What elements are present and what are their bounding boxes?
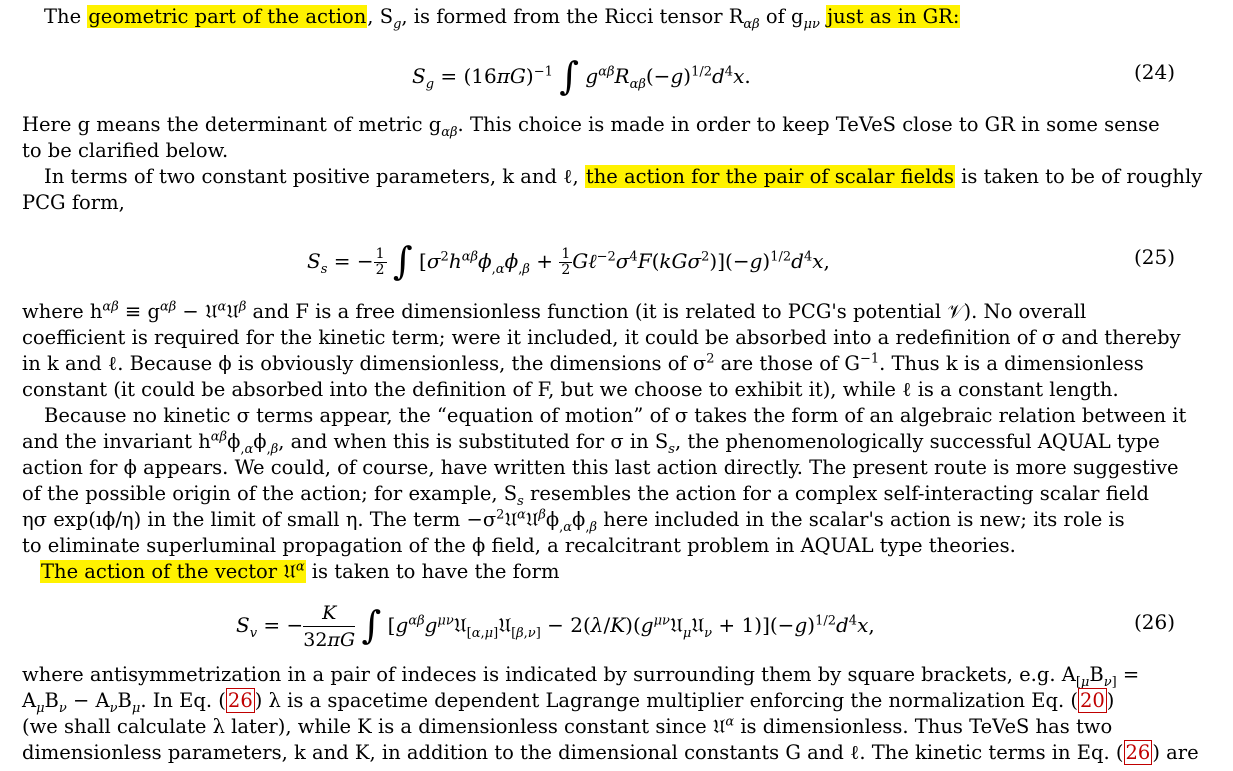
text: . In Eq. ( (140, 689, 226, 712)
text: . This choice is made in order to keep TeVeS close to GR in some sense (457, 113, 1160, 136)
text: of g (759, 5, 804, 28)
text: and F is a free dimensionless function (it is related to PCG's potential 𝒱). No overall (246, 300, 1087, 323)
paragraph-kinetic-sigma: Because no kinetic σ terms appear, the “equation of motion” of σ takes the form of an algebraic relation between it (44, 404, 1187, 427)
text: is dimensionless. Thus TeVeS has two (734, 715, 1113, 738)
text: In terms of two constant positive parameters, k and ℓ, (44, 165, 585, 188)
paragraph-line: action for ϕ appears. We could, of course, have written this last action directly. The present route is more suggestive (22, 456, 1179, 479)
equation-number-26: (26) (1133, 610, 1175, 634)
text: ) λ is a spacetime dependent Lagrange multiplier enforcing the normalization Eq. ( (254, 689, 1078, 712)
text: ϕ (545, 508, 560, 531)
text: 𝔘 (226, 300, 239, 323)
paragraph-line (22, 740, 1199, 766)
text: of the possible origin of the action; for example, S (22, 482, 518, 505)
text: where antisymmetrization in a pair of indeces is indicated by surrounding them by square brackets, e.g. A (22, 663, 1076, 686)
text: where h (22, 300, 103, 323)
text: = (1116, 663, 1140, 686)
text: , is formed from the Ricci tensor R (401, 5, 744, 28)
paragraph-line: constant (it could be absorbed into the definition of F, but we choose to exhibit it), while ℓ is a constant length. (22, 378, 1119, 401)
text: in k and ℓ. Because ϕ is obviously dimensionless, the dimensions of σ (22, 352, 707, 375)
equation-link-26[interactable]: 26 (1125, 741, 1151, 764)
text: is taken to be of roughly (954, 165, 1203, 188)
text: are those of G (714, 352, 860, 375)
highlight-just-as-gr: just as in GR: (827, 5, 960, 28)
text: The (44, 5, 88, 28)
paragraph-line: ησ exp(ıϕ/η) in the limit of small η. The term $-\sigma^2𝔘^\alpha 𝔘^\beta\phi_{,\alpha}\phi_{,\beta}$ here included in the scalar's action is new; its role is (22, 507, 1125, 535)
text: resembles the action for a complex self-interacting scalar field (523, 482, 1149, 505)
paragraph-h-definition: where $h^{\alpha\beta} \equiv g^{\alpha\beta}$ − 𝔘$^\alpha$𝔘$^\beta$ and F is a free dimensionless function (it is related to PCG's potential 𝒱). No overall (22, 299, 1087, 323)
paragraph-line: in k and ℓ. Because ϕ is obviously dimensionless, the dimensions of $\sigma^2$ are those of $G^{-1}$. Thus k is a dimensionless (22, 351, 1144, 375)
equation-number-24: (24) (1133, 60, 1175, 84)
equation-link-26[interactable]: 26 (227, 689, 253, 712)
equation-26: $S_v$ = − $\frac{K}{32\pi G}$ ∫ [$g^{\alpha\beta}g^{\mu\nu}𝔘_{[\alpha,\mu]}𝔘_{[\beta,\nu]}$ − $2(\lambda/K)(g^{\mu\nu}𝔘_\mu 𝔘_\nu + 1)](-g)^{1/2}d^4x$, (236, 602, 875, 651)
text: B (44, 689, 59, 712)
text: ϕ (572, 508, 586, 531)
text: A (22, 689, 37, 712)
paragraph-vector-action (40, 559, 1195, 585)
text: ) are (1152, 741, 1199, 764)
text: (we shall calculate λ later), while K is a dimensionless constant since 𝔘 (22, 715, 726, 738)
paragraph-line: of the possible origin of the action; for example, $S_s$ resembles the action for a complex self-interacting scalar field (22, 482, 1149, 509)
text: , the phenomenologically successful AQUAL type (674, 430, 1160, 453)
text: , and when this is substituted for σ in S (278, 430, 669, 453)
paragraph-line: PCG form, (22, 191, 125, 214)
text: dimensionless parameters, k and K, in addition to the dimensional constants G and ℓ. The kinetic terms in Eq. ( (22, 741, 1124, 764)
paragraph-antisymmetrization: where antisymmetrization in a pair of indeces is indicated by surrounding them by square brackets, e.g. $A_{[\mu}B_{\nu]}$ = (22, 663, 1140, 690)
text: ϕ (227, 430, 241, 453)
text: − A (66, 689, 110, 712)
text: Here g means the determinant of metric g (22, 113, 442, 136)
highlight-scalar-action: the action for the pair of scalar fields (585, 165, 954, 188)
text: ϕ (253, 430, 267, 453)
text: ) (1106, 689, 1115, 712)
paragraph-line: (we shall calculate λ later), while K is a dimensionless constant since 𝔘$^\alpha$ is dimensionless. Thus TeVeS has two (22, 714, 1113, 738)
text: The action of the vector 𝔘 (41, 560, 296, 583)
text: 𝔘 (504, 508, 517, 531)
paragraph-determinant: Here g means the determinant of metric $g_{\alpha\beta}$. This choice is made in order to keep TeVeS close to GR in some sense (22, 113, 1160, 140)
text: ησ exp(ıϕ/η) in the limit of small η. The term −σ (22, 508, 497, 531)
text: and the invariant h (22, 430, 211, 453)
equation-number-25: (25) (1133, 245, 1175, 269)
text: ≡ g (118, 300, 160, 323)
equation-25: $S_s$ = − $\frac{1}{2}$ ∫ [$\sigma^2h^{\alpha\beta}\phi_{,\alpha}\phi_{,\beta}$ + $\frac{1}{2}$ $G\ell^{-2}\sigma^4F(kG\sigma^2)](-g)^{1/2}d^4x$, (307, 239, 830, 283)
paragraph-line: to be clarified below. (22, 139, 229, 162)
paragraph-scalar-fields (44, 164, 1203, 190)
paragraph-line: and the invariant $h^{\alpha\beta}\phi_{,\alpha}\phi_{,\beta}$, and when this is substituted for σ in $S_s$, the phenomenologically successful AQUAL type (22, 429, 1160, 457)
text: . Thus k is a dimensionless (879, 352, 1144, 375)
text: here included in the scalar's action is new; its role is (597, 508, 1125, 531)
paragraph-line: coefficient is required for the kinetic term; were it included, it could be absorbed into a redefinition of σ and thereby (22, 326, 1181, 349)
text: , S (367, 5, 394, 28)
highlight-geometric-part: geometric part of the action (88, 5, 367, 28)
text: 𝔘 (525, 508, 539, 531)
highlight-vector-action: The action of the vector 𝔘$^\alpha$ (41, 559, 305, 583)
text: is taken to have the form (305, 560, 560, 583)
text: B (1089, 663, 1104, 686)
equation-link-20[interactable]: 20 (1079, 689, 1105, 712)
paragraph-line: to eliminate superluminal propagation of the ϕ field, a recalcitrant problem in AQUAL type theories. (22, 534, 1016, 557)
paragraph-geometric-action: The geometric part of the action, $S_g$, is formed from the Ricci tensor $R_{\alpha\beta}$ of $g_{\mu\nu}$ just as in GR: (44, 5, 960, 32)
text: − 𝔘 (176, 300, 218, 323)
equation-24: $S_g = (16\pi G)^{-1}$ ∫ $g^{\alpha\beta}R_{\alpha\beta}(-g)^{1/2}d^4x$. (412, 54, 751, 98)
text: B (117, 689, 132, 712)
paragraph-line: $A_\mu B_\nu - A_\nu B_\mu$. In Eq. ( 26 ) λ is a spacetime dependent Lagrange multiplier enforcing the normalization Eq. ( 20 ) (22, 689, 1115, 716)
